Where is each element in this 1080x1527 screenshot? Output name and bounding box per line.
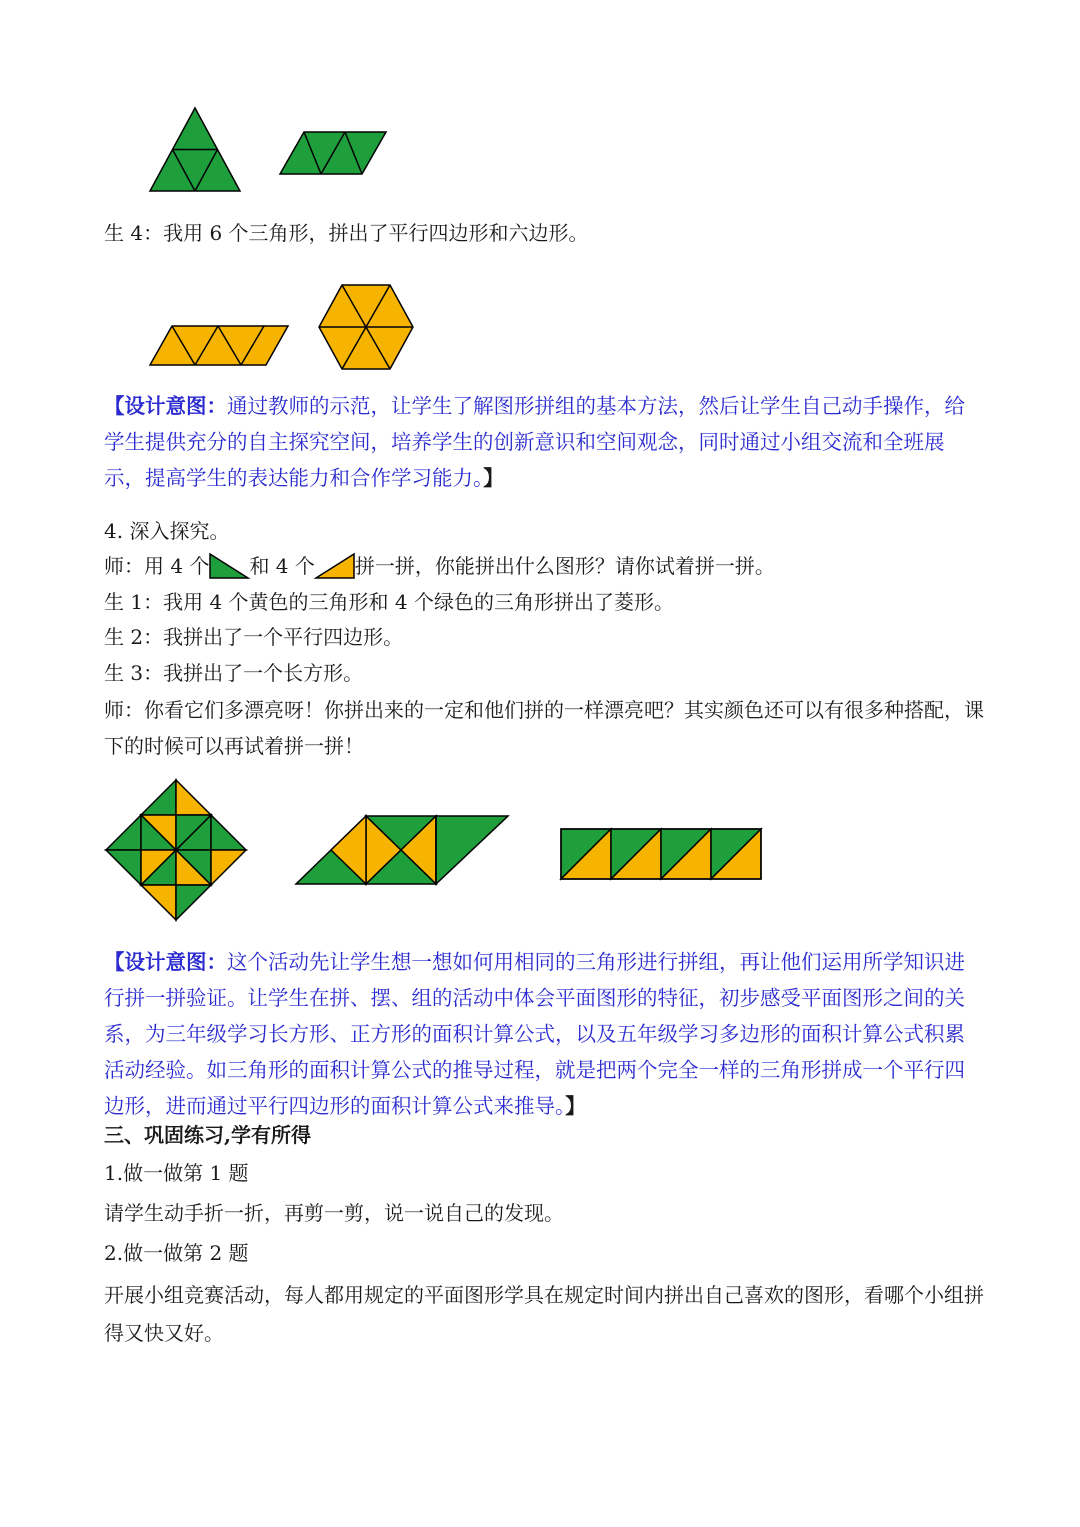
design-intent-1 bbox=[104, 388, 984, 496]
teacher-question-part1: 师：用 4 个 bbox=[104, 554, 210, 578]
design-intent-2-body: 这个活动先让学生想一想如何用相同的三角形进行拼组，再让他们运用所学知识进行拼一拼验证。让学生在拼、摆、组的活动中体会平面图形的特征，初步感受平面图形之间的关系，为三年级学习长方形、正方形的面积计算公式，以及五年级学习多边形的面积计算公式积累活动经验。如三角形的面积计算公式的推导过程，就是把两个完全一样的三角形拼成一个平行四边形，进而通过平行四边形的面积计算公式来推导。 bbox=[104, 950, 965, 1118]
design-intent-2 bbox=[104, 944, 984, 1124]
section4-title: 4. 深入探究。 bbox=[104, 519, 230, 543]
answer-3: 生 3：我拼出了一个长方形。 bbox=[104, 661, 364, 685]
answer-1: 生 1：我用 4 个黄色的三角形和 4 个绿色的三角形拼出了菱形。 bbox=[104, 590, 674, 614]
exercise2-body: 开展小组竞赛活动，每人都用规定的平面图形学具在规定时间内拼出自己喜欢的图形，看哪个小组拼得又快又好。 bbox=[104, 1283, 984, 1345]
teacher-question-part3: 拼一拼，你能拼出什么图形？请你试着拼一拼。 bbox=[354, 554, 775, 578]
rectangle-figure bbox=[560, 828, 764, 880]
exercise1-body: 请学生动手折一折，再剪一剪，说一说自己的发现。 bbox=[104, 1201, 564, 1225]
section3-title: 三、巩固练习,学有所得 bbox=[104, 1123, 311, 1147]
yellow-parallelogram-figure bbox=[150, 326, 288, 366]
student4-line: 生 4：我用 6 个三角形，拼出了平行四边形和六边形。 bbox=[104, 221, 589, 245]
rhombus-figure bbox=[106, 780, 246, 920]
yellow-right-triangle-icon bbox=[315, 553, 355, 579]
yellow-hexagon-figure bbox=[318, 284, 414, 370]
teacher-question-part2: 和 4 个 bbox=[249, 554, 315, 578]
teacher-question bbox=[104, 549, 984, 583]
green-right-triangle-icon bbox=[209, 553, 249, 579]
exercise2-title: 2.做一做第 2 题 bbox=[104, 1241, 249, 1265]
parallelogram-figure bbox=[296, 816, 508, 886]
design-intent-1-label: 【设计意图： bbox=[104, 394, 227, 418]
design-intent-2-end: 】 bbox=[565, 1094, 586, 1118]
teacher-comment: 师：你看它们多漂亮呀！你拼出来的一定和他们拼的一样漂亮吧？其实颜色还可以有很多种搭配，课下的时候可以再试着拼一拼！ bbox=[104, 698, 984, 758]
design-intent-2-label: 【设计意图： bbox=[104, 950, 227, 974]
exercise1-title: 1.做一做第 1 题 bbox=[104, 1161, 249, 1185]
answer-2: 生 2：我拼出了一个平行四边形。 bbox=[104, 625, 404, 649]
green-big-triangle-figure bbox=[150, 108, 240, 192]
green-parallelogram-figure bbox=[280, 132, 386, 176]
design-intent-1-end: 】 bbox=[483, 466, 504, 490]
design-intent-1-body: 通过教师的示范，让学生了解图形拼组的基本方法，然后让学生自己动手操作，给学生提供充分的自主探究空间，培养学生的创新意识和空间观念，同时通过小组交流和全班展示，提高学生的表达能力和合作学习能力。 bbox=[104, 394, 965, 490]
